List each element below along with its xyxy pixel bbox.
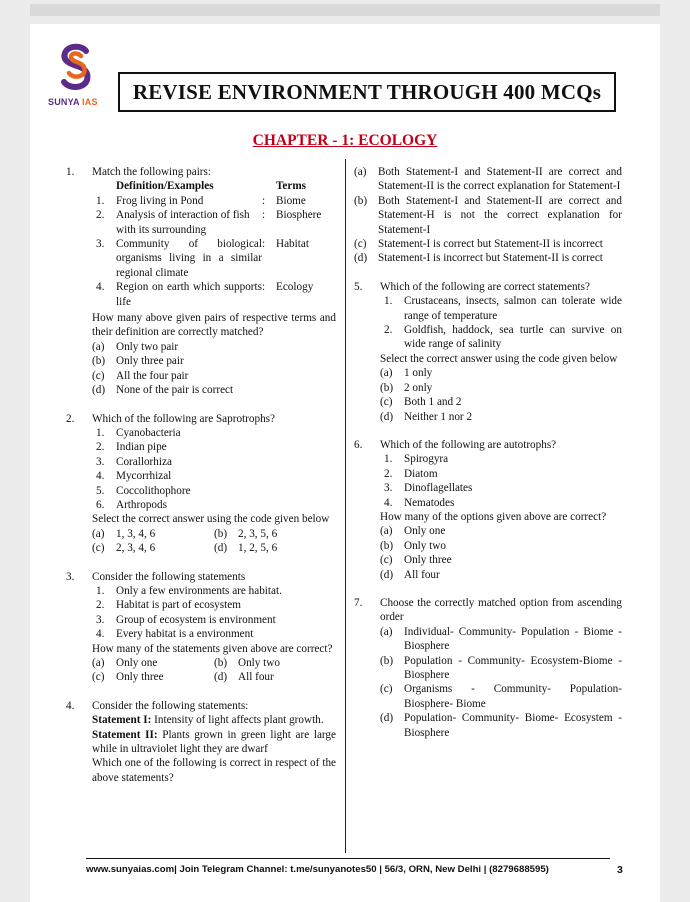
answer-option[interactable]: (c) Only three — [92, 671, 164, 684]
left-column — [66, 165, 336, 799]
answer-option[interactable]: (b) Only three pair — [92, 355, 184, 368]
page-title: REVISE ENVIRONMENT THROUGH 400 MCQs — [118, 72, 616, 112]
sunya-logo — [46, 40, 106, 118]
page-number: 3 — [617, 864, 623, 876]
list-item: 2. Diatom — [384, 467, 438, 480]
list-item: 2. Goldfish, haddock, sea turtle can survive on wide range of salinity — [384, 324, 622, 351]
question-number: 4. — [66, 699, 75, 712]
answer-option[interactable]: (a) Only one — [92, 657, 158, 669]
answer-option[interactable]: (a) Only two pair — [92, 340, 179, 353]
question-number: 6. — [354, 438, 363, 451]
answer-option[interactable]: (a) 1 only — [380, 367, 433, 380]
column-divider — [345, 159, 346, 853]
question-prompt: Which one of the following is correct in respect of the above statements? — [92, 757, 336, 784]
list-item: 1. Spirogyra — [384, 453, 449, 466]
question-stem: Consider the following statements: — [92, 699, 249, 712]
question-prompt: How many of the options given above are correct? — [380, 510, 607, 523]
answer-option[interactable]: (b) 2 only — [380, 381, 433, 394]
question-number: 3. — [66, 570, 75, 583]
answer-option[interactable]: (b) Both Statement-I and Statement-II are correct and Statement-H is not the correct explanation for Statement-I — [354, 194, 622, 236]
list-item: 4. Nematodes — [384, 496, 455, 509]
question-prompt: Select the correct answer using the code given below — [380, 352, 618, 365]
list-item: 2. Indian pipe — [96, 441, 167, 454]
footer-contact: www.sunyaias.com| Join Telegram Channel: t.me/sunyanotes50 | 56/3, ORN, New Delhi | (8279688595) — [86, 864, 549, 875]
answer-option[interactable]: (c) Both 1 and 2 — [380, 396, 462, 409]
answer-option[interactable]: (a) 1, 3, 4, 6 — [92, 527, 156, 540]
table-row: 2. Analysis of interaction of fish with its surrounding : Biosphere — [96, 209, 322, 236]
list-item: 6. Arthropods — [96, 498, 167, 511]
question-4-options — [354, 165, 622, 266]
options-row — [92, 670, 336, 684]
list-item: 1. Only a few environments are habitat. — [96, 584, 282, 597]
answer-option[interactable]: (d) Statement-I is incorrect but Statement-II is correct — [354, 252, 603, 265]
list-item: 3. Group of ecosystem is environment — [96, 613, 276, 626]
options-row — [92, 541, 336, 555]
list-item: 5. Coccolithophore — [96, 484, 191, 497]
question-1 — [66, 165, 336, 398]
answer-option[interactable]: (d) None of the pair is correct — [92, 384, 234, 397]
question-3 — [66, 570, 336, 685]
question-stem: Which of the following are autotrophs? — [380, 438, 557, 451]
question-number: 7. — [354, 596, 363, 609]
question-prompt: Select the correct answer using the code given below — [92, 513, 330, 526]
answer-option[interactable]: (b) Only two — [380, 539, 446, 552]
list-item: 4. Mycorrhizal — [96, 470, 172, 483]
answer-option[interactable]: (d) Neither 1 nor 2 — [380, 410, 473, 423]
answer-option[interactable]: (c) Organisms - Community- Population- Biosphere- Biome — [380, 683, 622, 710]
table-row: 4. Region on earth which supports life : Ecology — [96, 281, 314, 308]
table-row: 3. Community of biological organisms living in a similar regional climate : Habitat — [96, 238, 309, 279]
answer-option[interactable]: (b) 2, 3, 5, 6 — [214, 527, 278, 540]
question-stem: Which of the following are correct statements? — [380, 280, 590, 293]
list-item: 4. Every habitat is a environment — [96, 628, 254, 641]
answer-option[interactable]: (d) All four — [214, 671, 274, 684]
answer-option[interactable]: (c) Statement-I is correct but Statement-II is incorrect — [354, 238, 603, 251]
footer-rule — [86, 858, 610, 859]
question-prompt: How many above given pairs of respective terms and their definition are correctly matched? — [92, 312, 336, 339]
list-item: 3. Dinoflagellates — [384, 482, 473, 495]
column-header: Terms — [276, 180, 307, 193]
answer-option[interactable]: (d) All four — [380, 568, 440, 581]
column-header: Definition/Examples — [116, 180, 214, 193]
question-stem: Match the following pairs: — [92, 166, 211, 178]
question-stem: Consider the following statements — [92, 570, 246, 583]
answer-option[interactable]: (b) Only two — [214, 657, 280, 669]
question-stem: Which of the following are Saprotrophs? — [92, 412, 275, 425]
logo-wordmark: SUNYA IAS — [48, 97, 98, 107]
list-item: 1. Cyanobacteria — [96, 426, 181, 439]
answer-option[interactable]: (d) 1, 2, 5, 6 — [214, 542, 278, 555]
answer-option[interactable]: (b) Population - Community- Ecosystem-Biome - Biosphere — [380, 654, 622, 681]
question-2 — [66, 412, 336, 556]
question-4 — [66, 699, 336, 785]
match-table — [92, 179, 336, 309]
question-7 — [354, 596, 622, 740]
question-prompt: How many of the statements given above are correct? — [92, 642, 333, 655]
right-column — [354, 165, 622, 754]
answer-option[interactable]: (c) Only three — [380, 554, 452, 567]
question-stem: Choose the correctly matched option from ascending order — [380, 596, 622, 624]
list-item: 2. Habitat is part of ecosystem — [96, 599, 241, 612]
answer-option[interactable]: (a) Only one — [380, 525, 446, 538]
statement-1: Statement I: Intensity of light affects plant growth. — [92, 714, 324, 727]
question-number: 2. — [66, 412, 75, 425]
question-number: 5. — [354, 280, 363, 293]
chapter-heading: CHAPTER - 1: ECOLOGY — [252, 132, 438, 149]
question-number: 1. — [66, 166, 75, 178]
answer-option[interactable]: (a) Both Statement-I and Statement-II are correct and Statement-II is the correct explanation for Statement-I — [354, 166, 622, 193]
answer-option[interactable]: (d) Population- Community- Biome- Ecosystem - Biosphere — [380, 712, 622, 739]
top-scroll-bar — [30, 4, 660, 16]
table-row: 1. Frog living in Pond : Biome — [96, 194, 306, 207]
options-row — [92, 527, 336, 541]
answer-option[interactable]: (c) 2, 3, 4, 6 — [92, 542, 156, 555]
sunya-s-logo-icon — [56, 42, 96, 92]
options-row — [92, 656, 336, 670]
statement-2: Statement II: Plants grown in green light are large while in ultraviolet light they are dwarf — [92, 728, 336, 756]
question-5 — [354, 280, 622, 424]
list-item: 3. Corallorhiza — [96, 455, 172, 468]
list-item: 1. Crustaceans, insects, salmon can tolerate wide range of temperature — [384, 295, 622, 322]
answer-option[interactable]: (c) All the four pair — [92, 369, 189, 382]
question-6 — [354, 438, 622, 582]
match-table-header — [92, 179, 336, 193]
answer-option[interactable]: (a) Individual- Community- Population - Biome - Biosphere — [380, 625, 622, 653]
